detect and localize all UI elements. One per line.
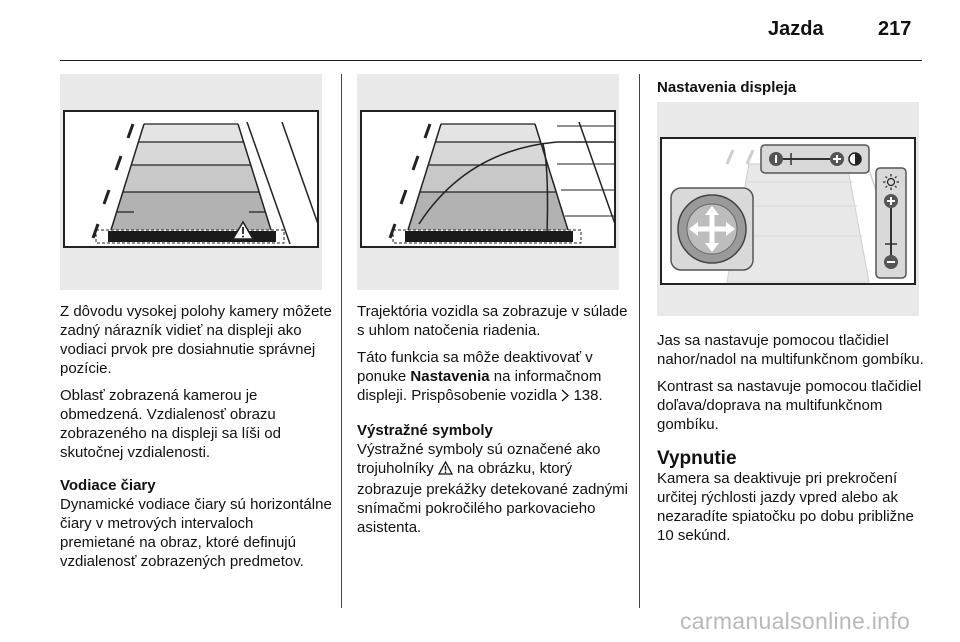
column-divider-right xyxy=(639,74,640,608)
column-3-text xyxy=(657,78,929,97)
paragraph: Kamera sa deaktivuje pri prekročení určitej rýchlosti jazdy vpred alebo ak nezaradíte spiatočku po dobu približne 10 sekúnd. xyxy=(657,470,914,544)
paragraph: Kontrast sa nastavuje pomocou tlačidiel doľava/doprava na multifunkčnom gombíku. xyxy=(657,378,922,433)
column-2-text xyxy=(357,302,629,545)
section-heading: Nastavenia displeja xyxy=(657,79,797,96)
minus-icon xyxy=(769,152,783,166)
contrast-icon xyxy=(849,153,861,165)
paragraph: Dynamické vodiace čiary sú horizontálne čiary v metrových intervaloch premietané na obraz, ktoré definujú vzdialenosť zobrazených predmetov. xyxy=(60,496,332,570)
paragraph: Oblasť zobrazená kamerou je obmedzená. Vzdialenosť obrazu zobrazeného na displeji sa líši od skutočnej vzdialenosti. xyxy=(60,387,281,461)
section-title: Vypnutie xyxy=(657,448,737,469)
display-settings-figure xyxy=(657,102,919,316)
section-heading: Vodiace čiary xyxy=(60,477,156,494)
warning-triangle-icon xyxy=(438,461,453,480)
header-rule xyxy=(60,60,922,61)
column-1-text xyxy=(60,302,332,579)
paragraph: Z dôvodu vysokej polohy kamery môžete zadný nárazník vidieť na displeji ako vodiaci prvok pre dosiahnutie správnej pozície. xyxy=(60,303,332,377)
paragraph: Jas sa nastavuje pomocou tlačidiel nahor/nadol na multifunkčnom gombíku. xyxy=(657,332,924,368)
paragraph: Výstražné symboly sú označené ako trojuholníky na obrázku, ktorý zobrazuje prekážky detekované zadnými snímačmi pokročilého parkovacieho asistenta. xyxy=(357,441,628,536)
page-reference-arrow-icon xyxy=(561,388,569,407)
rear-camera-guide-lines-figure xyxy=(60,74,322,290)
page-reference: 138. xyxy=(573,387,603,404)
column-divider-left xyxy=(341,74,342,608)
vehicle-trajectory-figure xyxy=(357,74,619,290)
section-heading: Výstražné symboly xyxy=(357,422,493,439)
page-number: 217 xyxy=(878,18,912,40)
menu-name: Nastavenia xyxy=(410,368,490,385)
column-3-body xyxy=(657,331,929,553)
paragraph: Trajektória vozidla sa zobrazuje v súlade s uhlom natočenia riadenia. xyxy=(357,303,628,339)
paragraph: Táto funkcia sa môže deaktivovať v ponuke Nastavenia na informačnom displeji. Prispôsobenie vozidla 138. xyxy=(357,348,629,407)
plus-icon xyxy=(830,152,844,166)
watermark: carmanualsonline.info xyxy=(680,608,911,634)
header-title: Jazda xyxy=(768,18,824,40)
